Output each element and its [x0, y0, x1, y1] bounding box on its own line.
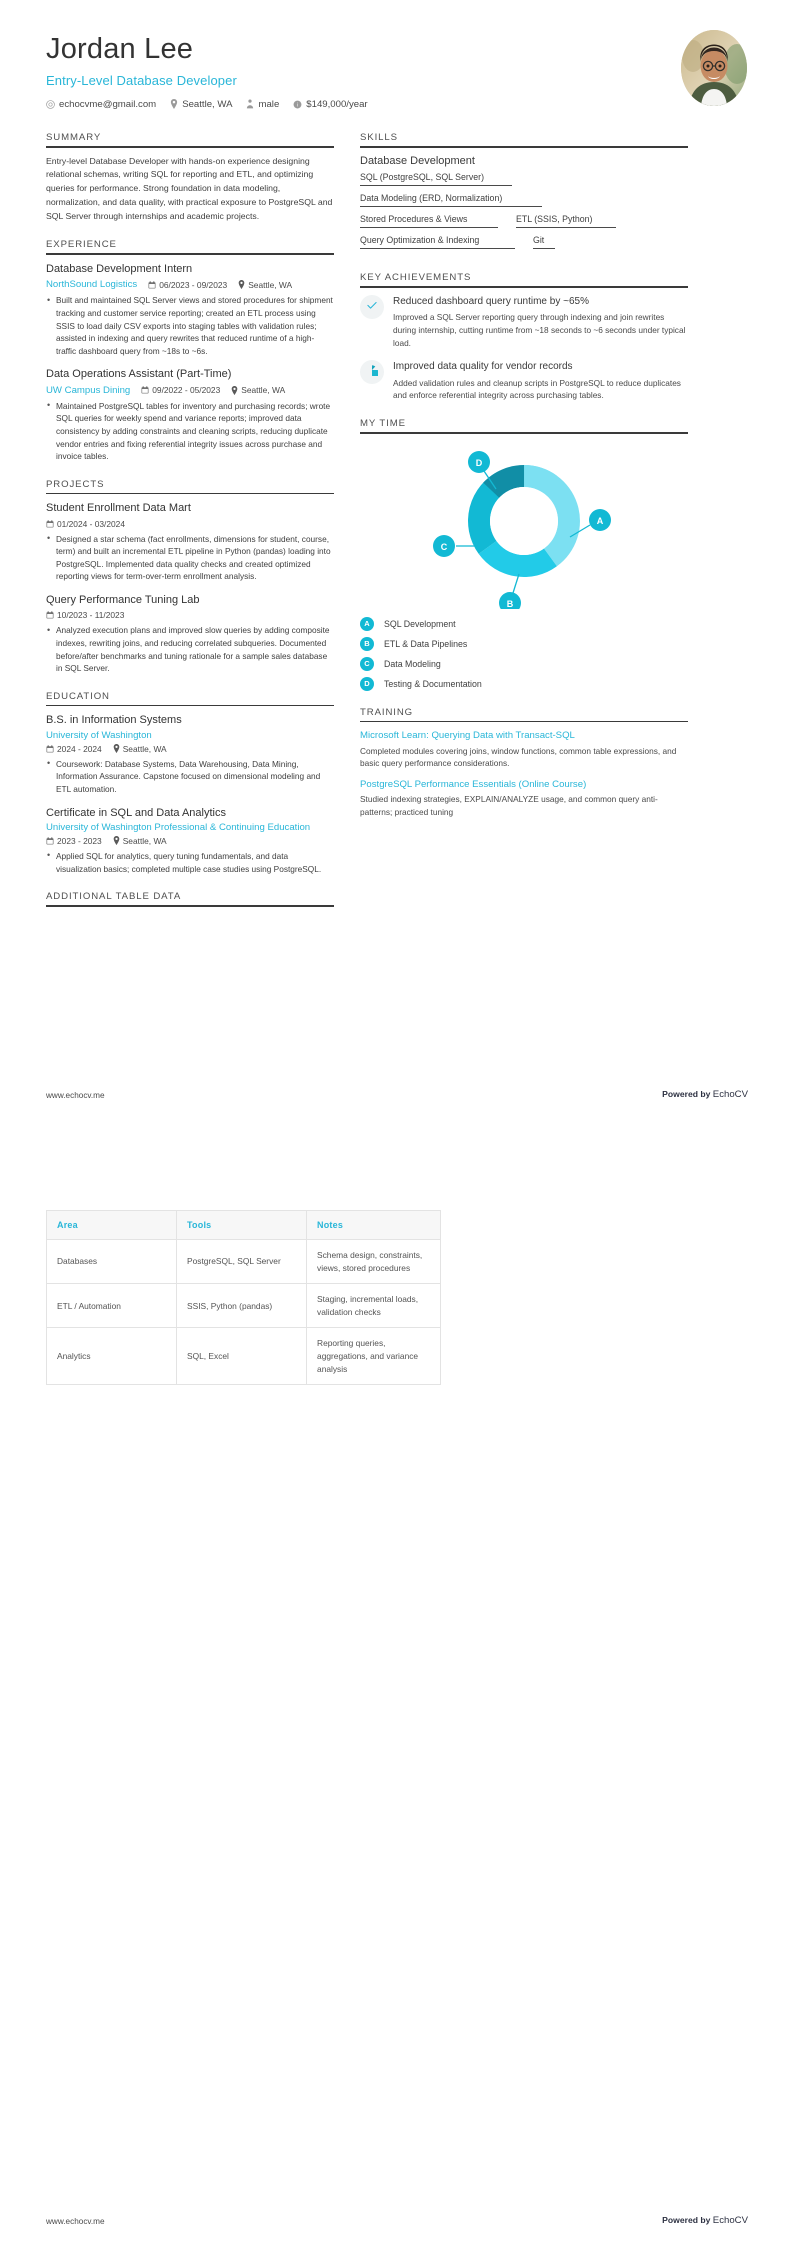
footer-brand	[662, 1089, 748, 1100]
section-projects	[46, 479, 334, 675]
table-cell: Reporting queries, aggregations, and variance analysis	[307, 1328, 441, 1385]
legend-item	[360, 637, 688, 651]
additional-table-wrap	[0, 1120, 794, 1385]
entry-dates	[141, 385, 220, 395]
svg-text:i: i	[297, 102, 299, 109]
achievement-item	[360, 295, 688, 349]
resume-page-2	[0, 1120, 794, 2246]
section-my-time	[360, 418, 688, 691]
contact-gender-text: male	[258, 98, 280, 110]
check-icon	[366, 298, 378, 316]
training-desc: Studied indexing strategies, EXPLAIN/ANALYZE usage, and common query anti-patterns; practiced tuning	[360, 794, 658, 817]
training-title[interactable]: PostgreSQL Performance Essentials (Online Course)	[360, 778, 587, 790]
footer-brand	[662, 2215, 748, 2226]
legend-badge-d: D	[360, 677, 374, 691]
bullet-item: • Designed a star schema (fact enrollments, dimensions for student, course, term) and built an incremental ETL pipeline in Python (pandas) loading into PostgreSQL. Implemented data quality checks and created optimized reporting views for term-over-term enrollment analysis.	[46, 533, 334, 583]
entry-meta	[46, 836, 334, 846]
entry-location-text: Seattle, WA	[248, 279, 293, 290]
project-entry	[46, 593, 334, 675]
legend-label: ETL & Data Pipelines	[384, 638, 468, 649]
contact-gender	[246, 99, 279, 110]
entry-organization[interactable]: UW Campus Dining	[46, 384, 131, 396]
achievement-icon-wrap	[360, 295, 384, 319]
entry-meta	[46, 519, 334, 529]
achievement-title: Reduced dashboard query runtime by ~65%	[393, 295, 589, 307]
contact-salary	[293, 99, 367, 110]
salary-icon	[293, 100, 302, 109]
legend-item	[360, 617, 688, 631]
table-row	[47, 1328, 441, 1385]
entry-dates-text: 2023 - 2023	[57, 835, 102, 846]
skill-bar	[360, 206, 542, 207]
legend-badge-b: B	[360, 637, 374, 651]
location-pin-icon	[238, 280, 245, 289]
job-title: Entry-Level Database Developer	[46, 72, 237, 88]
pie-chart-icon	[366, 363, 378, 381]
entry-bullets	[46, 850, 334, 875]
page-footer	[0, 2215, 794, 2246]
achievement-desc: Added validation rules and cleanup scripts in PostgreSQL to reduce duplicates and enforce referential integrity across purchasing tables.	[393, 377, 681, 401]
legend-item	[360, 657, 688, 671]
donut-svg	[374, 441, 674, 609]
entry-organization[interactable]: University of Washington	[46, 730, 152, 742]
table-cell: Analytics	[47, 1328, 177, 1385]
entry-dates-text: 09/2022 - 05/2023	[152, 385, 221, 396]
entry-dates	[46, 519, 125, 529]
achievement-item	[360, 360, 688, 402]
footer-website[interactable]: www.echocv.me	[46, 2217, 105, 2226]
experience-heading: EXPERIENCE	[46, 239, 117, 251]
section-summary	[46, 132, 334, 223]
skill-label: SQL (PostgreSQL, SQL Server)	[360, 171, 485, 182]
footer-powered-prefix: Powered by	[662, 2215, 713, 2225]
education-heading: EDUCATION	[46, 690, 110, 702]
donut-callout-a	[589, 509, 611, 531]
calendar-icon	[46, 611, 54, 619]
skill-bar	[533, 248, 555, 249]
projects-heading: PROJECTS	[46, 478, 105, 490]
table-column-header: Notes	[307, 1211, 441, 1240]
legend-badge-a: A	[360, 617, 374, 631]
entry-location-text: Seattle, WA	[122, 743, 167, 754]
table-cell: SQL, Excel	[177, 1328, 307, 1385]
legend-label: SQL Development	[384, 618, 456, 629]
svg-text:A: A	[596, 515, 604, 526]
contact-location	[170, 99, 232, 110]
entry-meta	[46, 610, 334, 620]
divider	[360, 432, 688, 434]
education-entry	[46, 713, 334, 795]
skill-bar	[516, 227, 616, 228]
left-column	[46, 132, 334, 914]
project-entry	[46, 501, 334, 583]
my-time-heading: MY TIME	[360, 417, 406, 429]
skill-label: Git	[533, 235, 545, 246]
contact-email[interactable]	[46, 99, 156, 110]
training-item	[360, 778, 688, 819]
divider	[360, 286, 688, 288]
entry-dates	[46, 744, 102, 754]
entry-dates	[46, 836, 102, 846]
entry-location	[113, 744, 167, 754]
entry-title: Certificate in SQL and Data Analytics	[46, 806, 226, 819]
entry-dates-text: 2024 - 2024	[57, 743, 102, 754]
achievement-icon-wrap	[360, 360, 384, 384]
entry-location	[231, 385, 285, 395]
training-heading: TRAINING	[360, 706, 414, 718]
divider	[46, 705, 334, 707]
achievement-body	[393, 360, 688, 402]
divider	[46, 253, 334, 255]
section-key-achievements	[360, 272, 688, 402]
achievement-body	[393, 295, 688, 349]
entry-organization[interactable]: University of Washington Professional & Continuing Education	[46, 822, 311, 834]
achievement-desc: Improved a SQL Server reporting query through indexing and join rewrites during internship, cutting runtime from ~18 seconds to ~6 seconds under typical load.	[393, 312, 686, 348]
table-row	[47, 1284, 441, 1328]
entry-location	[113, 836, 167, 846]
page-footer	[0, 1089, 794, 1120]
entry-dates-text: 10/2023 - 11/2023	[57, 610, 125, 621]
training-item	[360, 729, 688, 770]
calendar-icon	[141, 386, 149, 394]
table-column-header: Tools	[177, 1211, 307, 1240]
contact-salary-text: $149,000/year	[306, 98, 368, 110]
contact-email-text: echocvme@gmail.com	[59, 98, 157, 110]
skill-label: ETL (SSIS, Python)	[516, 213, 593, 224]
leader-line-b	[513, 574, 519, 593]
location-pin-icon	[113, 744, 120, 753]
entry-dates-text: 01/2024 - 03/2024	[57, 518, 125, 529]
skill-bar	[360, 248, 515, 249]
table-cell: PostgreSQL, SQL Server	[177, 1240, 307, 1284]
skill-item	[533, 235, 555, 249]
entry-location	[238, 280, 292, 290]
training-title[interactable]: Microsoft Learn: Querying Data with Transact-SQL	[360, 730, 575, 742]
location-pin-icon	[170, 99, 178, 109]
skill-label: Stored Procedures & Views	[360, 213, 468, 224]
divider	[360, 146, 688, 148]
section-experience	[46, 239, 334, 462]
skills-list	[360, 172, 688, 257]
entry-title: Database Development Intern	[46, 262, 193, 275]
section-training	[360, 707, 688, 819]
entry-dates-text: 06/2023 - 09/2023	[159, 279, 228, 290]
page-title: Jordan Lee	[46, 33, 194, 65]
contact-row	[46, 99, 748, 110]
skill-item	[516, 214, 616, 228]
additional-data-table	[46, 1210, 441, 1385]
legend-label: Data Modeling	[384, 658, 441, 669]
table-column-header: Area	[47, 1211, 177, 1240]
svg-text:C: C	[440, 541, 448, 552]
section-education	[46, 691, 334, 875]
table-header-row	[47, 1211, 441, 1240]
footer-brand-name: EchoCV	[712, 1089, 748, 1100]
table-row	[47, 1240, 441, 1284]
footer-brand-name: EchoCV	[712, 2215, 748, 2226]
skill-bar	[360, 227, 498, 228]
divider	[46, 905, 334, 907]
calendar-icon	[46, 520, 54, 528]
resume-page-1	[0, 0, 794, 1120]
entry-title: Student Enrollment Data Mart	[46, 502, 191, 515]
divider	[360, 721, 688, 723]
skill-label: Data Modeling (ERD, Normalization)	[360, 192, 503, 203]
location-pin-icon	[231, 386, 238, 395]
bullet-item: • Built and maintained SQL Server views and stored procedures for shipment tracking and customer service reporting; created an ETL process using SSIS to load daily CSV exports into staging tables with validation rules; assisted in indexing and query rewrites that reduced runtime of a high-traffic dashboard query from ~18s to ~6s.	[46, 294, 334, 357]
entry-bullets	[46, 758, 334, 796]
achievement-title: Improved data quality for vendor records	[393, 361, 573, 373]
additional-table-heading: ADDITIONAL TABLE DATA	[46, 891, 182, 903]
experience-entry	[46, 262, 334, 357]
email-icon	[46, 100, 55, 109]
donut-callout-b	[499, 592, 521, 609]
donut-legend	[360, 617, 688, 691]
summary-text: Entry-level Database Developer with hands-on experience designing relational schemas, writing SQL for reporting and ETL, and optimizing queries for performance. Strong foundation in data modeling, normalization, and data quality, with practical exposure to PostgreSQL and SQL Server through internships and academic projects.	[46, 155, 333, 221]
legend-badge-c: C	[360, 657, 374, 671]
legend-label: Testing & Documentation	[384, 678, 482, 689]
location-pin-icon	[113, 836, 120, 845]
key-achievements-heading: KEY ACHIEVEMENTS	[360, 272, 472, 284]
right-column	[360, 132, 688, 826]
section-additional-table-data	[46, 891, 334, 907]
bullet-item: • Coursework: Database Systems, Data Warehousing, Data Mining, Information Assurance. Capstone focused on dimensional modeling and ETL automation.	[46, 758, 334, 796]
time-donut-chart	[360, 441, 688, 613]
avatar	[681, 30, 747, 106]
skill-label: Query Optimization & Indexing	[360, 235, 480, 246]
entry-bullets	[46, 624, 334, 674]
resume-header	[0, 0, 794, 132]
skills-group-heading: Database Development	[360, 154, 475, 167]
table-cell: Staging, incremental loads, validation checks	[307, 1284, 441, 1328]
entry-organization[interactable]: NorthSound Logistics	[46, 279, 138, 291]
footer-powered-prefix: Powered by	[662, 1089, 713, 1099]
donut-callout-c	[433, 535, 455, 557]
bullet-item: • Analyzed execution plans and improved slow queries by adding composite indexes, rewriting joins, and reducing correlated subqueries. Documented before/after benchmarks and tuning rationale for a sample sales database in SQL Server.	[46, 624, 334, 674]
bullet-item: • Maintained PostgreSQL tables for inventory and purchasing records; wrote SQL queries for weekly spend and variance reports; improved data consistency by adding constraints and cleaning scripts, reducing duplicate vendor entries and fixing referential integrity issues across purchase and invoice tables.	[46, 400, 334, 463]
skill-item	[360, 235, 515, 249]
entry-location-text: Seattle, WA	[122, 835, 167, 846]
entry-meta	[46, 279, 334, 290]
training-desc: Completed modules covering joins, window functions, common table expressions, and basic query performance considerations.	[360, 745, 677, 769]
calendar-icon	[148, 281, 156, 289]
person-icon	[246, 99, 254, 109]
entry-bullets	[46, 294, 334, 357]
entry-title: Query Performance Tuning Lab	[46, 594, 200, 607]
entry-meta	[46, 744, 334, 754]
entry-bullets	[46, 533, 334, 583]
entry-dates	[46, 610, 124, 620]
resume-columns	[0, 132, 794, 914]
contact-location-text: Seattle, WA	[182, 98, 233, 110]
donut-callout-d	[468, 451, 490, 473]
table-cell: Databases	[47, 1240, 177, 1284]
table-cell: ETL / Automation	[47, 1284, 177, 1328]
table-cell: Schema design, constraints, views, stored procedures	[307, 1240, 441, 1284]
skill-item	[360, 172, 688, 186]
entry-title: B.S. in Information Systems	[46, 714, 182, 727]
entry-dates	[148, 280, 227, 290]
divider	[46, 493, 334, 495]
entry-title: Data Operations Assistant (Part-Time)	[46, 368, 232, 381]
skill-bar	[360, 185, 512, 186]
table-cell: SSIS, Python (pandas)	[177, 1284, 307, 1328]
experience-entry	[46, 367, 334, 462]
svg-text:D: D	[475, 457, 483, 468]
skills-heading: SKILLS	[360, 132, 398, 143]
skill-item	[360, 214, 498, 228]
divider	[46, 146, 334, 148]
calendar-icon	[46, 745, 54, 753]
skill-item	[360, 193, 688, 207]
entry-location-text: Seattle, WA	[241, 385, 286, 396]
bullet-item: • Applied SQL for analytics, query tuning fundamentals, and data visualization basics; completed multiple case studies using PostgreSQL.	[46, 850, 334, 875]
legend-item	[360, 677, 688, 691]
summary-heading: SUMMARY	[46, 132, 102, 143]
svg-text:B: B	[506, 598, 514, 609]
entry-meta	[46, 385, 334, 396]
entry-bullets	[46, 400, 334, 463]
footer-website[interactable]: www.echocv.me	[46, 1091, 105, 1100]
calendar-icon	[46, 837, 54, 845]
section-skills	[360, 132, 688, 256]
education-entry	[46, 806, 334, 876]
